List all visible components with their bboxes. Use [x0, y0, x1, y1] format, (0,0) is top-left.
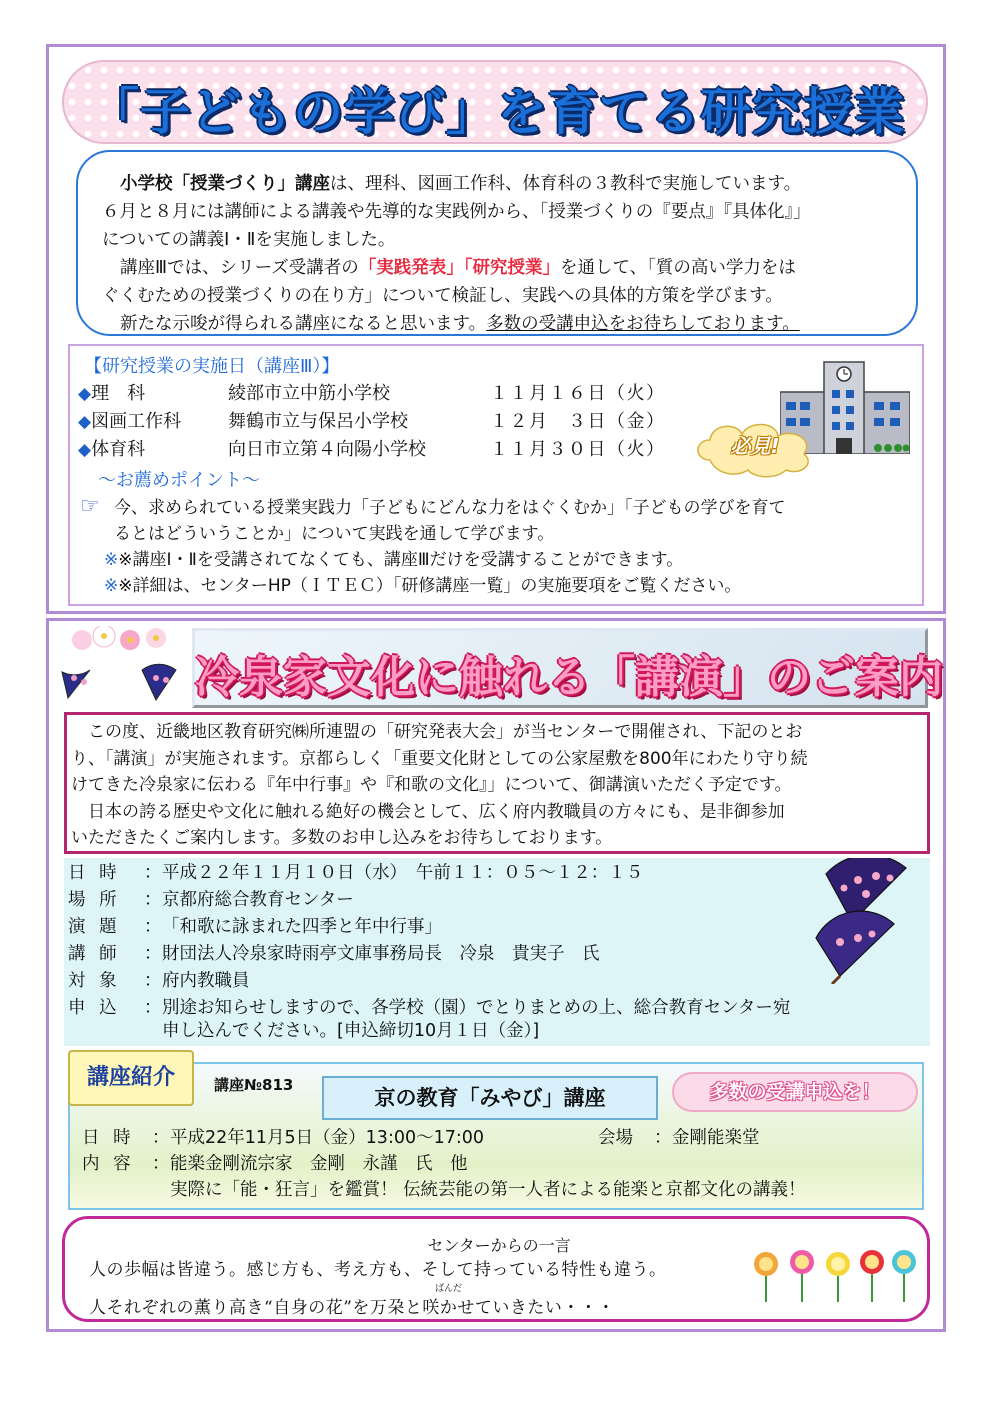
lecture-details [64, 858, 930, 1046]
colon: ： [144, 917, 162, 937]
detail-value: 府内教職員 [162, 971, 250, 991]
intro-line-5: ぐくむための授業づくりの在り方」について検証し、実践への具体的方策を学びます。 [102, 286, 783, 306]
diamond-bullet-icon: ◆ [78, 440, 92, 460]
schedule-heading: 【研究授業の実施日（講座Ⅲ）】 [84, 356, 340, 377]
detail-row-topic [68, 914, 442, 941]
colon: ： [144, 944, 162, 964]
colon: ： [144, 890, 162, 910]
colon: ： [144, 863, 162, 883]
course-intro-tag: 講座紹介 [68, 1050, 194, 1106]
smiling-flower-icon [752, 1248, 918, 1304]
message-line-1: 人の歩幅は皆違う。感じ方も、考え方も、そして持っている特性も違う。 [89, 1260, 667, 1280]
course-value: 平成22年11月5日（金）13:00～17:00 [170, 1128, 485, 1148]
course-highlight: 実際に「能・狂言」を鑑賞！ 伝統芸能の第一人者による能楽と京都文化の講義！ [170, 1180, 806, 1200]
lecture-line: けてきた冷泉家に伝わる『年中行事』や『和歌の文化』」について、御講演いただく予定です。 [71, 775, 792, 795]
folding-fan-icon [810, 858, 916, 984]
lecture-text-box [64, 712, 930, 854]
diamond-bullet-icon: ◆ [78, 412, 92, 432]
colon: ： [144, 998, 162, 1018]
date: １１月３０日（火） [490, 439, 666, 460]
lecture-line: 日本の誇る歴史や文化に触れる絶好の機会として、広く府内教職員の方々にも、是非御参加 [71, 801, 785, 822]
subject: 体育科 [91, 439, 146, 460]
intro-line-2: ６月と８月には講師による講義や先導的な実践例から、「授業づくりの『要点』『具体化』」 [102, 202, 811, 222]
intro-line-1 [102, 170, 894, 198]
subject: 理 科 [91, 383, 146, 404]
detail-label: 場 所 [68, 890, 121, 910]
recommend-points [80, 494, 786, 599]
date: １１月１６日（火） [490, 383, 666, 404]
detail-value: 財団法人冷泉家時雨亭文庫事務局長 冷泉 貴実子 氏 [162, 944, 600, 964]
must-see-badge [690, 416, 820, 480]
note-text: ※詳細は、センターHP（ＩＴＥＣ）「研修講座一覧」の実施要項をご覧ください。 [118, 576, 742, 596]
apply-callout: 多数の受講申込を！ [672, 1072, 918, 1112]
intro-line-6 [102, 310, 894, 338]
intro-text: 講座Ⅲでは、シリーズ受講者の [120, 258, 359, 278]
point-line-1 [80, 494, 786, 521]
course-number: 講座№813 [214, 1076, 294, 1094]
school: 舞鶴市立与保呂小学校 [228, 411, 408, 432]
research-lesson-banner [62, 60, 928, 144]
detail-value: 「和歌に詠まれた四季と年中行事」 [162, 917, 442, 937]
detail-label: 講 師 [68, 944, 121, 964]
course-venue-row [598, 1124, 760, 1152]
detail-label: 演 題 [68, 917, 121, 937]
school: 向日市立第４向陽小学校 [228, 439, 426, 460]
course-label: 会場 [598, 1128, 633, 1148]
course-date-row [82, 1124, 484, 1152]
detail-row-target [68, 968, 250, 995]
colon: ： [152, 1154, 170, 1174]
detail-value: 別途お知らせしますので、各学校（園）でとりまとめの上、総合教育センター宛 [162, 998, 791, 1018]
flowers-and-fans-icon [60, 626, 190, 706]
course-label: 内 容 [82, 1154, 135, 1174]
detail-value: 京都府総合教育センター [162, 890, 354, 910]
detail-label: 対 象 [68, 971, 121, 991]
detail-row-speaker [68, 941, 600, 968]
diamond-bullet-icon: ◆ [78, 384, 92, 404]
detail-label: 申 込 [68, 998, 121, 1018]
note-text: ※講座Ⅰ・Ⅱを受講されてなくても、講座Ⅲだけを受講することができます。 [118, 550, 684, 570]
course-name: 小学校「授業づくり」講座 [120, 174, 330, 194]
detail-row-apply-cont: 申し込んでください。[申込締切10月１日（金）] [162, 1021, 540, 1041]
schedule-row [78, 380, 666, 408]
intro-line-3: についての講義Ⅰ・Ⅱを実施しました。 [102, 230, 396, 250]
must-see-label: 必見! [730, 434, 780, 458]
point-text: 今、求められている授業実践力「子どもにどんな力をはぐくむか」「子どもの学びを育て [114, 498, 786, 518]
subject: 図画工作科 [91, 411, 182, 432]
schedule-row [78, 408, 666, 436]
furigana: ばんだ [435, 1284, 463, 1294]
date: １２月 ３日（金） [490, 411, 666, 432]
colon: ： [152, 1128, 170, 1148]
note-1: ※※講座Ⅰ・Ⅱを受講されてなくても、講座Ⅲだけを受講することができます。 [104, 550, 684, 570]
course-title: 京の教育「みやび」講座 [322, 1076, 658, 1120]
underlined-text: 多数の受講申込をお待ちしております。 [486, 314, 800, 334]
colon: ： [654, 1128, 672, 1148]
note-2: ※※詳細は、センターHP（ＩＴＥＣ）「研修講座一覧」の実施要項をご覧ください。 [104, 576, 742, 596]
intro-line-4 [102, 254, 894, 282]
course-value: 能楽金剛流宗家 金剛 永謹 氏 他 [170, 1154, 468, 1174]
intro-text: を通して、「質の高い学力をは [559, 258, 796, 278]
research-lesson-title: 「子どもの学び」を育てる研究授業 [89, 83, 905, 141]
detail-row-venue [68, 887, 354, 914]
lecture-title: 冷泉家文化に触れる「講演」のご案内 [195, 652, 943, 703]
intro-text: は、理科、図画工作科、体育科の３教科で実施しています。 [330, 174, 802, 194]
school: 綾部市立中筋小学校 [228, 383, 390, 404]
course-content-row [82, 1150, 468, 1178]
detail-row-datetime [68, 860, 643, 887]
message-line-2: 人それぞれの薫り高き“自身の花”を万朶と咲かせていきたい・・・ [89, 1298, 615, 1318]
lecture-banner [192, 628, 943, 708]
recommend-points-title: ～お薦めポイント～ [98, 470, 260, 491]
detail-value: 平成２２年１１月１０日（水） 午前１１：０５～１２：１５ [162, 863, 644, 883]
lecture-line: り、「講演」が実施されます。京都らしく「重要文化財としての公家屋敷を800年にわたり守り続 [71, 748, 808, 769]
point-line-2: るとはどういうことか」について実践を通して学びます。 [114, 524, 555, 544]
lecture-line: この度、近畿地区教育研究㈱所連盟の「研究発表大会」が当センターで開催され、下記のとお [71, 722, 803, 742]
detail-label: 日 時 [68, 863, 121, 883]
colon: ： [144, 971, 162, 991]
intro-box [76, 150, 918, 336]
pointing-hand-icon: ☞ [80, 494, 100, 519]
course-value: 金剛能楽堂 [672, 1128, 760, 1148]
highlight-text: 「実践発表」「研究授業」 [358, 258, 560, 278]
course-label: 日 時 [82, 1128, 135, 1148]
lecture-line: いただきたくご案内します。多数のお申し込みをお待ちしております。 [71, 828, 613, 848]
message-title: センターからの一言 [427, 1236, 571, 1255]
intro-text: 新たな示唆が得られる講座になると思います。 [120, 314, 487, 334]
schedule-row [78, 436, 666, 464]
